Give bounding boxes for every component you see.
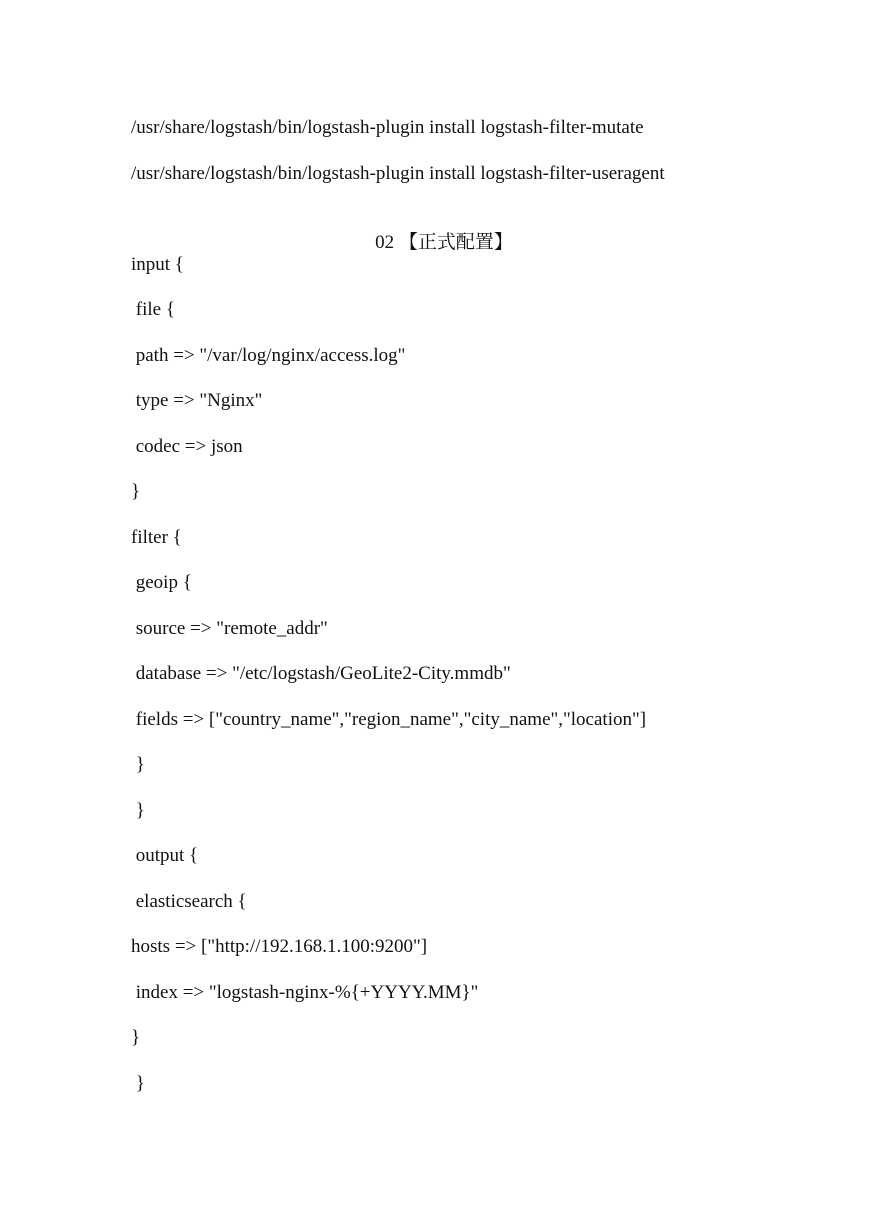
config-line: database => "/etc/logstash/GeoLite2-City.mmdb" (131, 663, 511, 684)
config-line: file { (131, 299, 175, 320)
section-heading-text: 02 【正式配置】 (375, 232, 513, 253)
config-line: fields => ["country_name","region_name","city_name","location"] (131, 709, 647, 730)
config-line: } (131, 800, 145, 821)
config-line: } (131, 754, 145, 775)
install-command-mutate: /usr/share/logstash/bin/logstash-plugin install logstash-filter-mutate (131, 117, 644, 138)
config-line: path => "/var/log/nginx/access.log" (131, 345, 406, 366)
config-line: source => "remote_addr" (131, 618, 328, 639)
config-line: filter { (131, 527, 182, 548)
config-line: } (131, 481, 141, 502)
config-line: } (131, 1073, 145, 1094)
install-command-useragent: /usr/share/logstash/bin/logstash-plugin install logstash-filter-useragent (131, 163, 665, 184)
config-line: codec => json (131, 436, 243, 457)
config-line: type => "Nginx" (131, 390, 263, 411)
config-line: input { (131, 254, 184, 275)
config-line: output { (131, 845, 199, 866)
config-line: hosts => ["http://192.168.1.100:9200"] (131, 936, 428, 957)
config-line: elasticsearch { (131, 891, 247, 912)
config-line: } (131, 1027, 141, 1048)
config-line: index => "logstash-nginx-%{+YYYY.MM}" (131, 982, 479, 1003)
config-line: geoip { (131, 572, 192, 593)
